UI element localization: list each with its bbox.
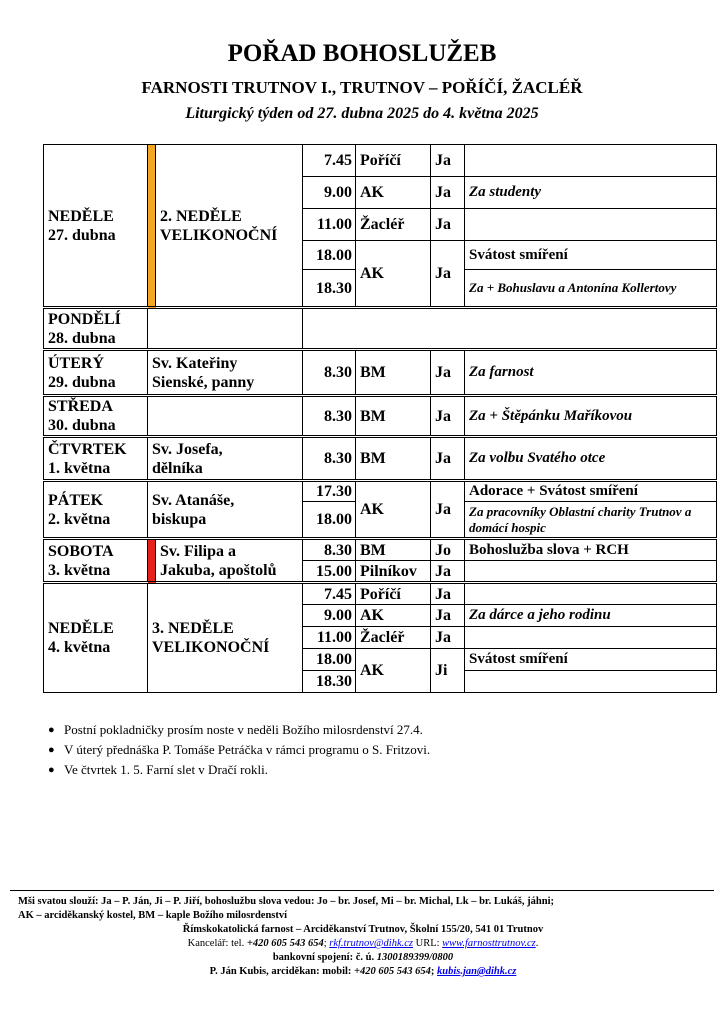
- place-cell: BM: [356, 396, 431, 437]
- bullet-icon: ●: [48, 724, 55, 736]
- celebrant-cell: Ja: [431, 241, 465, 308]
- place-cell: BM: [356, 437, 431, 481]
- table-row: [44, 539, 717, 561]
- feast-color-bar: [148, 539, 156, 583]
- time-cell: 8.30: [303, 539, 356, 561]
- celebrant-cell: Ja: [431, 350, 465, 396]
- priest-email-link[interactable]: kubis.jan@dihk.cz: [437, 966, 517, 977]
- day-cell: PÁTEK 2. května: [44, 481, 148, 539]
- intention-cell: Za pracovníky Oblastní charity Trutnov a domácí hospic: [465, 502, 717, 539]
- feast-cell: Sv. Kateřiny Sienské, panny: [148, 350, 303, 396]
- schedule-table: [43, 144, 717, 693]
- time-cell: 18.00: [303, 502, 356, 539]
- feast-cell: Sv. Atanáše, biskupa: [148, 481, 303, 539]
- time-cell: 15.00: [303, 561, 356, 583]
- time-cell: 18.00: [303, 241, 356, 270]
- bullet-icon: ●: [48, 764, 55, 776]
- intention-cell: [465, 671, 717, 693]
- time-cell: 9.00: [303, 177, 356, 209]
- place-cell: Pilníkov: [356, 561, 431, 583]
- table-row: [44, 396, 717, 437]
- bullet-icon: ●: [48, 744, 55, 756]
- intention-cell: Bohoslužba slova + RCH: [465, 539, 717, 561]
- time-cell: 11.00: [303, 209, 356, 241]
- celebrant-cell: Ji: [431, 649, 465, 693]
- table-row: [44, 145, 717, 177]
- time-cell: 18.30: [303, 671, 356, 693]
- place-cell: BM: [356, 350, 431, 396]
- celebrant-cell: Ja: [431, 209, 465, 241]
- office-contact: Kancelář: tel. +420 605 543 654; rkf.trutnov@dihk.cz URL: www.farnosttrutnov.cz.: [187, 938, 539, 949]
- place-cell: AK: [356, 649, 431, 693]
- time-cell: 8.30: [303, 350, 356, 396]
- place-cell: AK: [356, 241, 431, 308]
- intention-cell: Za studenty: [465, 177, 717, 209]
- intention-cell: [465, 209, 717, 241]
- place-cell: AK: [356, 177, 431, 209]
- day-cell: PONDĚLÍ 28. dubna: [44, 308, 148, 350]
- website-link[interactable]: www.farnosttrutnov.cz: [442, 938, 536, 949]
- place-legend: AK – arciděkanský kostel, BM – kaple Božího milosrdenství: [18, 910, 288, 921]
- celebrant-cell: Ja: [431, 583, 465, 605]
- intention-cell: Svátost smíření: [465, 241, 717, 270]
- table-row: [44, 350, 717, 396]
- time-cell: 8.30: [303, 396, 356, 437]
- intention-cell: [465, 561, 717, 583]
- intention-cell: Za farnost: [465, 350, 717, 396]
- feast-cell: Sv. Filipa a Jakuba, apoštolů: [156, 539, 303, 583]
- time-cell: 8.30: [303, 437, 356, 481]
- day-cell: NEDĚLE 4. května: [44, 583, 148, 693]
- parish-subtitle: FARNOSTI TRUTNOV I., TRUTNOV – POŘÍČÍ, ŽACLÉŘ: [141, 78, 583, 97]
- page-title: POŘAD BOHOSLUŽEB: [227, 40, 497, 67]
- intention-cell: [465, 583, 717, 605]
- footer-divider: [10, 890, 714, 891]
- celebrant-legend: Mši svatou slouží: Ja – P. Ján, Ji – P. Jiří, bohoslužbu slova vedou: Jo – br. Josef, Mi – br. Michal, Lk – br. Lukáš, jáhni;: [18, 896, 554, 907]
- table-row: [44, 308, 717, 350]
- day-cell: STŘEDA 30. dubna: [44, 396, 148, 437]
- intention-cell: Za volbu Svatého otce: [465, 437, 717, 481]
- footer: [18, 895, 708, 979]
- list-item: ● Ve čtvrtek 1. 5. Farní slet v Dračí rokli.: [48, 760, 430, 780]
- parish-address: Římskokatolická farnost – Arciděkanství Trutnov, Školní 155/20, 541 01 Trutnov: [182, 924, 544, 935]
- intention-cell: [465, 145, 717, 177]
- day-cell: NEDĚLE 27. dubna: [44, 145, 148, 308]
- office-email-link[interactable]: rkf.trutnov@dihk.cz: [329, 938, 413, 949]
- time-cell: 11.00: [303, 627, 356, 649]
- place-cell: BM: [356, 539, 431, 561]
- day-cell: SOBOTA 3. května: [44, 539, 148, 583]
- list-item: ● Postní pokladničky prosím noste v neděli Božího milosrdenství 27.4.: [48, 720, 430, 740]
- celebrant-cell: Ja: [431, 145, 465, 177]
- celebrant-cell: Jo: [431, 539, 465, 561]
- priest-contact: P. Ján Kubis, arciděkan: mobil: +420 605 543 654; kubis.jan@dihk.cz: [209, 966, 517, 977]
- table-row: [44, 437, 717, 481]
- place-cell: Poříčí: [356, 583, 431, 605]
- place-cell: Žacléř: [356, 627, 431, 649]
- feast-cell: Sv. Josefa, dělníka: [148, 437, 303, 481]
- place-cell: AK: [356, 605, 431, 627]
- time-cell: 7.45: [303, 145, 356, 177]
- time-cell: 18.00: [303, 649, 356, 671]
- intention-cell: Za + Štěpánku Maříkovou: [465, 396, 717, 437]
- intention-cell: [303, 308, 717, 350]
- celebrant-cell: Ja: [431, 627, 465, 649]
- liturgical-period: Liturgický týden od 27. dubna 2025 do 4. května 2025: [185, 105, 539, 122]
- day-cell: ČTVRTEK 1. května: [44, 437, 148, 481]
- celebrant-cell: Ja: [431, 481, 465, 539]
- day-cell: ÚTERÝ 29. dubna: [44, 350, 148, 396]
- intention-cell: Adorace + Svátost smíření: [465, 481, 717, 502]
- celebrant-cell: Ja: [431, 177, 465, 209]
- intention-cell: Za dárce a jeho rodinu: [465, 605, 717, 627]
- list-item: ● V úterý přednáška P. Tomáše Petráčka v rámci programu o S. Fritzovi.: [48, 740, 430, 760]
- feast-cell: 3. NEDĚLE VELIKONOČNÍ: [148, 583, 303, 693]
- place-cell: Poříčí: [356, 145, 431, 177]
- time-cell: 18.30: [303, 270, 356, 308]
- intention-cell: Svátost smíření: [465, 649, 717, 671]
- time-cell: 17.30: [303, 481, 356, 502]
- easter-season-bar: [148, 145, 156, 308]
- celebrant-cell: Ja: [431, 437, 465, 481]
- intention-cell: Za + Bohuslavu a Antonína Kollertovy: [465, 270, 717, 308]
- celebrant-cell: Ja: [431, 605, 465, 627]
- time-cell: 7.45: [303, 583, 356, 605]
- notices-list: [48, 720, 430, 780]
- place-cell: Žacléř: [356, 209, 431, 241]
- intention-cell: [465, 627, 717, 649]
- place-cell: AK: [356, 481, 431, 539]
- feast-cell: [148, 396, 303, 437]
- celebrant-cell: Ja: [431, 396, 465, 437]
- feast-cell: 2. NEDĚLE VELIKONOČNÍ: [156, 145, 303, 308]
- celebrant-cell: Ja: [431, 561, 465, 583]
- time-cell: 9.00: [303, 605, 356, 627]
- table-row: [44, 481, 717, 502]
- bank-account: bankovní spojení: č. ú. 1300189399/0800: [272, 952, 454, 963]
- table-row: [44, 583, 717, 605]
- feast-cell: [148, 308, 303, 350]
